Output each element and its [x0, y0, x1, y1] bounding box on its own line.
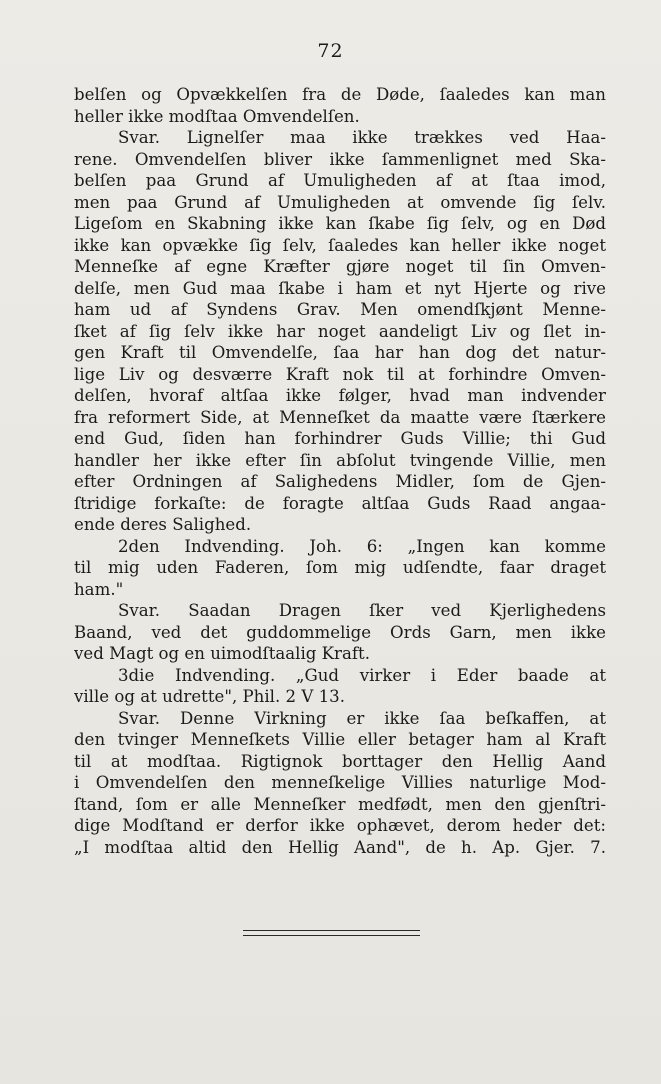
text-line: ville og at udrette", Phil. 2 V 13.	[74, 687, 346, 706]
end-rule-top	[243, 930, 420, 931]
text-line: delſe, men Gud maa ſkabe i ham et nyt Hjerte og rive	[74, 278, 606, 298]
text-line: Menneſke af egne Kræfter gjøre noget til ſin Omven-	[74, 257, 606, 276]
text-line: men paa Grund af Umuligheden at omvende ſig ſelv.	[74, 192, 606, 212]
text-line: 2den Indvending. Joh. 6: „Ingen kan komme	[118, 536, 606, 556]
page-number: 72	[317, 40, 344, 62]
text-line: ved Magt og en uimodſtaalig Kraft.	[74, 644, 370, 663]
text-line: ham ud af Syndens Grav. Men omendſkjønt Menne-	[74, 300, 606, 319]
text-line: ende deres Salighed.	[74, 515, 252, 534]
text-line: rene. Omvendelſen bliver ikke ſammenlignet med Ska-	[74, 149, 606, 169]
text-line: i Omvendelſen den menneſkelige Villies naturlige Mod-	[74, 773, 606, 792]
text-line: til mig uden Faderen, ſom mig udſendte, faar draget	[74, 558, 606, 577]
text-line: belſen og Opvækkelſen fra de Døde, ſaaledes kan man	[74, 85, 606, 104]
text-line: ikke kan opvække ſig ſelv, ſaaledes kan heller ikke noget	[74, 235, 606, 255]
text-line: Baand, ved det guddommelige Ords Garn, men ikke	[74, 622, 606, 642]
text-line: fra reformert Side, at Menneſket da maatte være ſtærkere	[74, 407, 606, 427]
text-line: ſtridige forkaſte: de foragte altſaa Guds Raad angaa-	[74, 493, 606, 513]
text-line: efter Ordningen af Salighedens Midler, ſom de Gjen-	[74, 472, 606, 491]
text-line: Svar. Saadan Dragen ſker ved Kjerlighedens	[118, 601, 606, 620]
text-line: handler her ikke efter ſin abſolut tvingende Villie, men	[74, 450, 606, 470]
text-line: Svar. Denne Virkning er ikke ſaa beſkaffen, at	[118, 708, 606, 728]
text-line: 3die Indvending. „Gud virker i Eder baade at	[118, 665, 606, 685]
text-line: belſen paa Grund af Umuligheden af at ſtaa imod,	[74, 171, 606, 190]
text-line: dige Modſtand er derfor ikke ophævet, derom heder det:	[74, 816, 606, 835]
text-line: ſket af ſig ſelv ikke har noget aandeligt Liv og ſlet in-	[74, 321, 606, 341]
text-line: end Gud, ſiden han forhindrer Guds Villie; thi Gud	[74, 429, 606, 448]
text-line: Ligeſom en Skabning ikke kan ſkabe ſig ſelv, og en Død	[74, 214, 606, 233]
text-line: delſen, hvoraf altſaa ikke følger, hvad man indvender	[74, 386, 606, 405]
text-line: heller ikke modſtaa Omvendelſen.	[74, 106, 360, 126]
body-text	[74, 84, 606, 858]
text-line: til at modſtaa. Rigtignok borttager den Hellig Aand	[74, 751, 606, 771]
end-rule-bottom	[243, 935, 420, 936]
text-line: ham."	[74, 579, 124, 599]
text-line: ſtand, ſom er alle Menneſker medfødt, men den gjenſtri-	[74, 794, 606, 814]
text-line: lige Liv og desværre Kraft nok til at forhindre Omven-	[74, 364, 606, 384]
text-line: gen Kraft til Omvendelſe, ſaa har han dog det natur-	[74, 343, 606, 362]
text-line: Svar. Lignelſer maa ikke trækkes ved Haa-	[118, 128, 606, 147]
text-line: den tvinger Menneſkets Villie eller betager ham al Kraft	[74, 730, 606, 749]
text-line: „I modſtaa altid den Hellig Aand", de h. Ap. Gjer. 7.	[74, 837, 606, 857]
